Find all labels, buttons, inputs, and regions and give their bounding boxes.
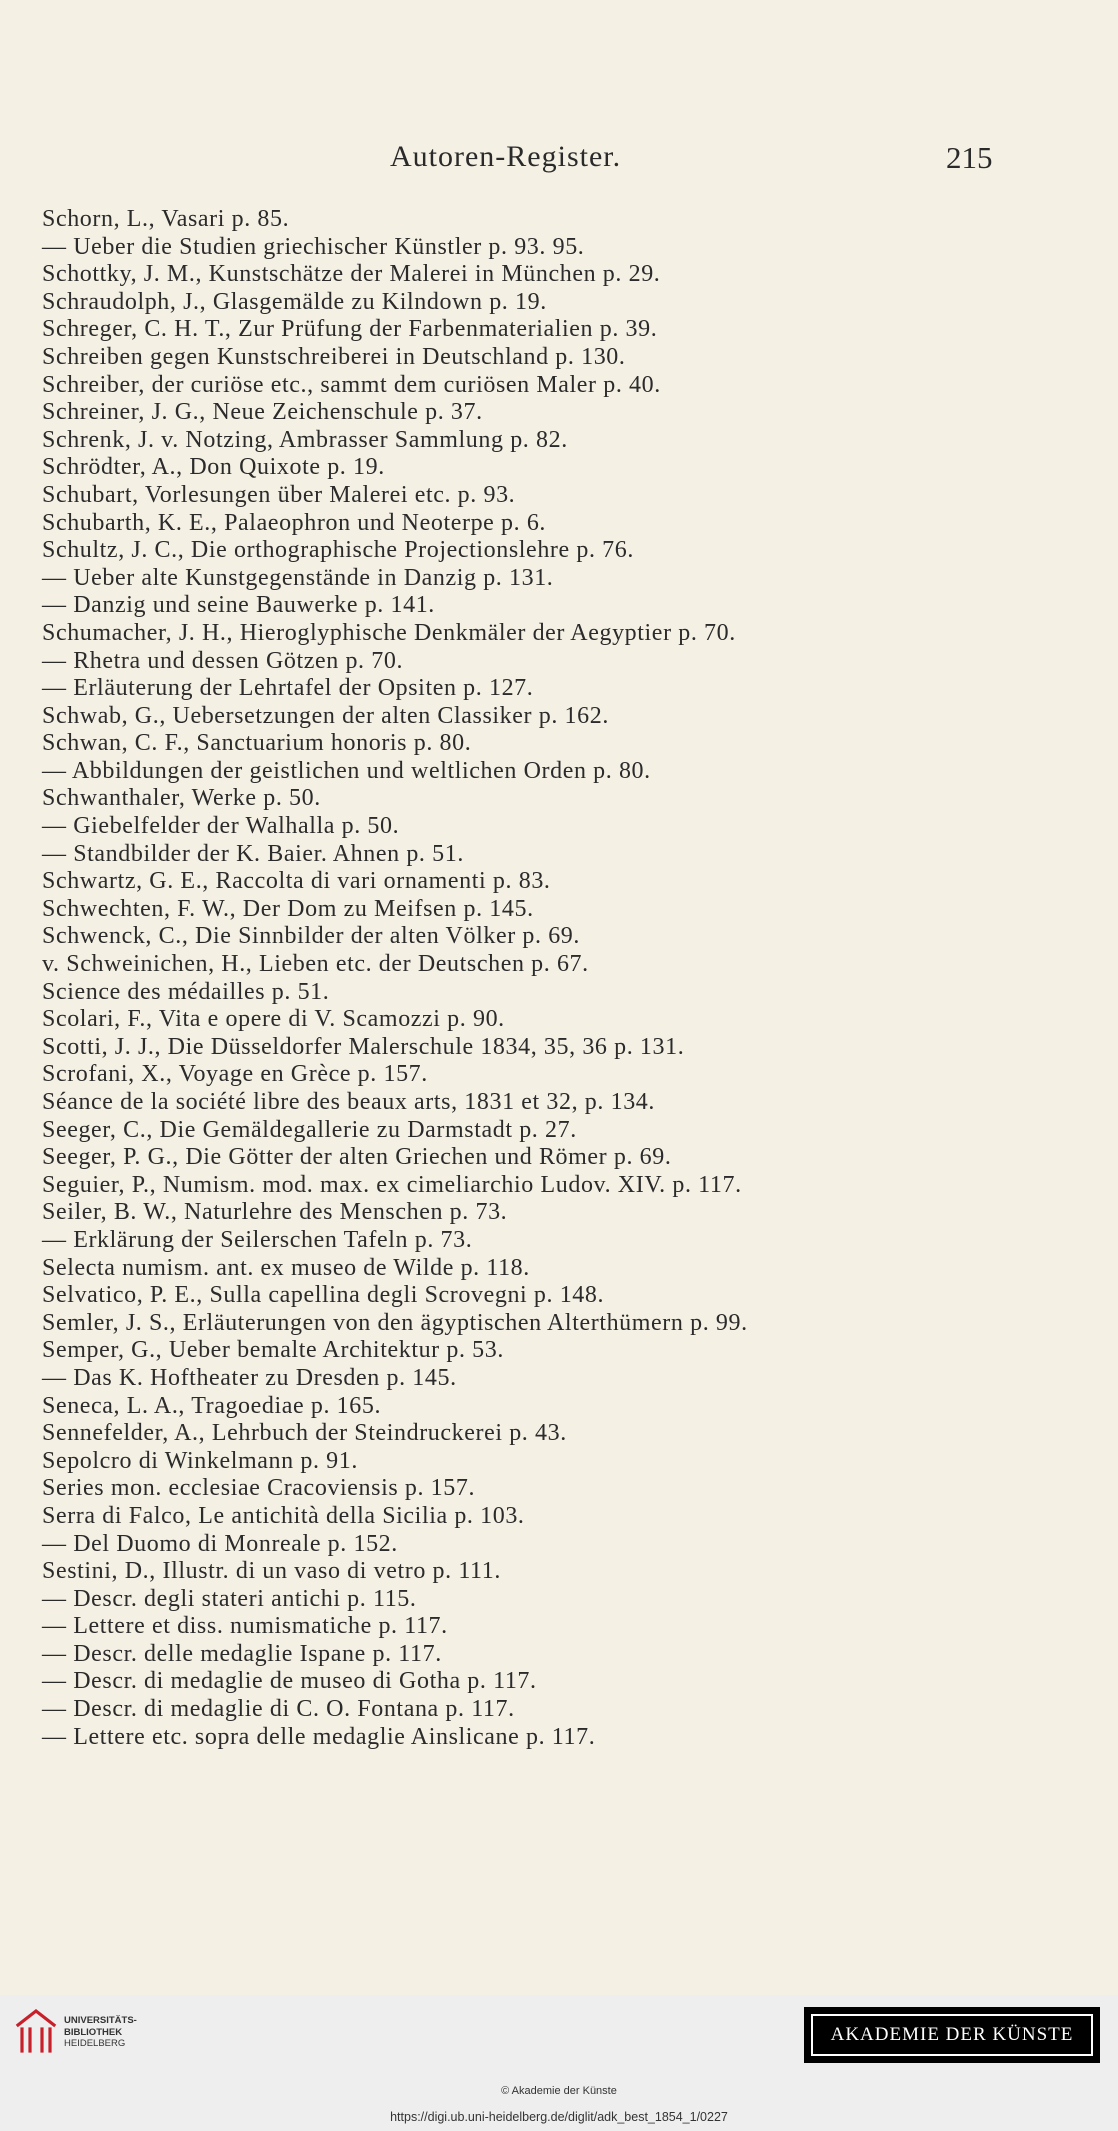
library-logo-line: BIBLIOTHEK	[64, 2026, 123, 2038]
register-entry: Schreger, C. H. T., Zur Prüfung der Farbenmaterialien p. 39.	[42, 316, 658, 343]
register-entry: Schottky, J. M., Kunstschätze der Malerei in München p. 29.	[42, 261, 661, 288]
register-entry: — Lettere et diss. numismatiche p. 117.	[42, 1613, 448, 1640]
register-entry: Sennefelder, A., Lehrbuch der Steindruckerei p. 43.	[42, 1420, 567, 1447]
register-entry: — Ueber alte Kunstgegenstände in Danzig p. 131.	[42, 564, 554, 591]
library-logo-line: HEIDELBERG	[64, 2038, 126, 2049]
register-entry: Schubart, Vorlesungen über Malerei etc. p. 93.	[42, 481, 516, 508]
register-entry: Science des médailles p. 51.	[42, 978, 330, 1005]
register-entry: Schreiner, J. G., Neue Zeichenschule p. 37.	[42, 399, 483, 426]
academy-logo[interactable]	[804, 2007, 1100, 2063]
register-entry: Schwanthaler, Werke p. 50.	[42, 785, 321, 812]
register-entry: Seeger, P. G., Die Götter der alten Griechen und Römer p. 69.	[42, 1144, 672, 1171]
running-header	[0, 140, 1118, 180]
register-entry: Schrenk, J. v. Notzing, Ambrasser Sammlung p. 82.	[42, 426, 568, 453]
register-entry: Scotti, J. J., Die Düsseldorfer Malerschule 1834, 35, 36 p. 131.	[42, 1033, 685, 1060]
register-entry: — Lettere etc. sopra delle medaglie Ainslicane p. 117.	[42, 1723, 596, 1750]
copyright-notice: © Akademie der Künste	[501, 2085, 617, 2097]
register-entry: Semler, J. S., Erläuterungen von den ägyptischen Alterthümern p. 99.	[42, 1309, 748, 1336]
register-entry: — Abbildungen der geistlichen und weltlichen Orden p. 80.	[42, 757, 651, 784]
permalink-url[interactable]: https://digi.ub.uni-heidelberg.de/diglit/adk_best_1854_1/0227	[390, 2110, 728, 2124]
register-entry: v. Schweinichen, H., Lieben etc. der Deutschen p. 67.	[42, 951, 589, 978]
register-entry: Schwechten, F. W., Der Dom zu Meifsen p. 145.	[42, 895, 534, 922]
register-entry: — Giebelfelder der Walhalla p. 50.	[42, 813, 400, 840]
register-entry: — Erläuterung der Lehrtafel der Opsiten p. 127.	[42, 675, 534, 702]
register-entry: Scolari, F., Vita e opere di V. Scamozzi p. 90.	[42, 1006, 505, 1033]
register-entry: Selvatico, P. E., Sulla capellina degli Scrovegni p. 148.	[42, 1282, 605, 1309]
register-entry: Schwenck, C., Die Sinnbilder der alten Völker p. 69.	[42, 923, 580, 950]
register-entry: Selecta numism. ant. ex museo de Wilde p. 118.	[42, 1254, 530, 1281]
register-entry: Seiler, B. W., Naturlehre des Menschen p. 73.	[42, 1199, 508, 1226]
register-entry: Schreiben gegen Kunstschreiberei in Deutschland p. 130.	[42, 343, 626, 370]
register-entry: Schrödter, A., Don Quixote p. 19.	[42, 454, 385, 481]
register-entry: — Descr. delle medaglie Ispane p. 117.	[42, 1640, 442, 1667]
library-logo-line: UNIVERSITÄTS-	[64, 2015, 137, 2026]
register-entry: Seneca, L. A., Tragoediae p. 165.	[42, 1392, 382, 1419]
register-entry: Schwan, C. F., Sanctuarium honoris p. 80.	[42, 730, 472, 757]
register-entry: Seguier, P., Numism. mod. max. ex cimeliarchio Ludov. XIV. p. 117.	[42, 1171, 742, 1198]
register-entry: Series mon. ecclesiae Cracoviensis p. 157.	[42, 1475, 476, 1502]
register-entry: — Descr. degli stateri antichi p. 115.	[42, 1585, 417, 1612]
register-entry: — Standbilder der K. Baier. Ahnen p. 51.	[42, 840, 464, 867]
page-title: Autoren-Register.	[390, 140, 622, 173]
register-entry: Schubarth, K. E., Palaeophron und Neoterpe p. 6.	[42, 509, 547, 536]
register-entry: — Descr. di medaglie di C. O. Fontana p. 117.	[42, 1696, 515, 1723]
register-entry: Sepolcro di Winkelmann p. 91.	[42, 1447, 358, 1474]
register-entry: Semper, G., Ueber bemalte Architektur p. 53.	[42, 1337, 504, 1364]
register-entry: — Das K. Hoftheater zu Dresden p. 145.	[42, 1364, 457, 1391]
register-entry: — Descr. di medaglie de museo di Gotha p. 117.	[42, 1668, 537, 1695]
register-entry: Sestini, D., Illustr. di un vaso di vetro p. 111.	[42, 1558, 501, 1585]
university-library-logo[interactable]	[14, 2005, 164, 2059]
register-entry: Schreiber, der curiöse etc., sammt dem curiösen Maler p. 40.	[42, 371, 661, 398]
register-entry: Scrofani, X., Voyage en Grèce p. 157.	[42, 1061, 428, 1088]
register-entry: Schultz, J. C., Die orthographische Projectionslehre p. 76.	[42, 537, 634, 564]
library-mark-icon	[14, 2005, 58, 2055]
page-number: 215	[946, 140, 993, 175]
register-entry: Schumacher, J. H., Hieroglyphische Denkmäler der Aegyptier p. 70.	[42, 619, 736, 646]
library-logo-text	[64, 2015, 137, 2050]
register-entry: Schorn, L., Vasari p. 85.	[42, 206, 290, 232]
register-entry: Schraudolph, J., Glasgemälde zu Kilndown p. 19.	[42, 288, 547, 315]
register-entry: — Rhetra und dessen Götzen p. 70.	[42, 647, 404, 674]
register-entry: Schwab, G., Uebersetzungen der alten Classiker p. 162.	[42, 702, 609, 729]
register-entry: Seeger, C., Die Gemäldegallerie zu Darmstadt p. 27.	[42, 1116, 577, 1143]
academy-logo-text: AKADEMIE DER KÜNSTE	[811, 2014, 1093, 2056]
register-entry: Séance de la société libre des beaux arts, 1831 et 32, p. 134.	[42, 1089, 656, 1115]
register-entry: — Danzig und seine Bauwerke p. 141.	[42, 592, 435, 619]
register-entries	[42, 206, 1082, 1751]
register-entry: — Ueber die Studien griechischer Künstler p. 93. 95.	[42, 233, 585, 260]
register-entry: Serra di Falco, Le antichità della Sicilia p. 103.	[42, 1502, 525, 1529]
register-entry: — Del Duomo di Monreale p. 152.	[42, 1530, 398, 1557]
register-entry: Schwartz, G. E., Raccolta di vari ornamenti p. 83.	[42, 868, 551, 895]
register-entry: — Erklärung der Seilerschen Tafeln p. 73.	[42, 1226, 473, 1253]
